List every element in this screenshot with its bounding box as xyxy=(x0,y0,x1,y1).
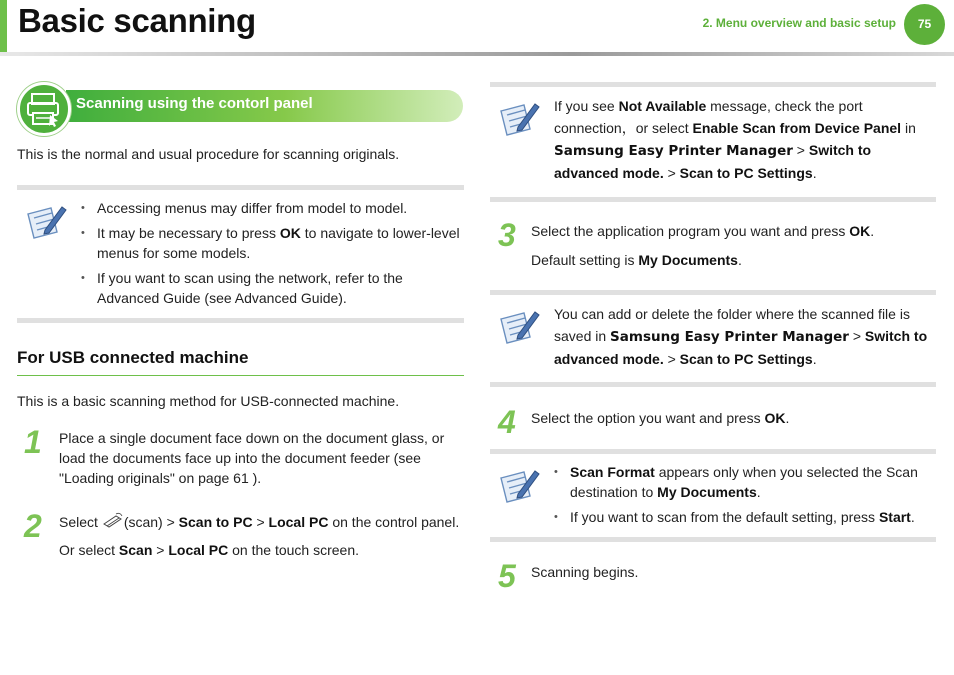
step-2-number: 2 xyxy=(24,508,42,544)
header-accent-bar xyxy=(0,0,7,52)
step-4-number: 4 xyxy=(498,404,516,440)
note-4-list xyxy=(554,462,934,532)
note-box-1 xyxy=(17,185,464,323)
scanner-icon xyxy=(17,82,71,136)
header-divider xyxy=(0,52,954,56)
step-3-number: 3 xyxy=(498,217,516,253)
note-3-text: You can add or delete the folder where the scanned file is saved in Samsung Easy Printer Manager > Switch to advanced mode. > Scan to PC Settings. xyxy=(554,306,928,367)
page-number-badge: 75 xyxy=(904,4,945,45)
list-item: • It may be necessary to press OK to navigate to lower-level menus for some models. xyxy=(81,223,461,263)
list-item: • If you want to scan using the network, refer to the Advanced Guide (see Advanced Guide). xyxy=(81,268,461,308)
note-box-3 xyxy=(490,290,936,387)
page-title: Basic scanning xyxy=(18,2,256,39)
step-3-line-1: Select the application program you want and press OK. xyxy=(531,223,875,239)
step-2-line-1: Select (scan) > Scan to PC > Local PC on the control panel. xyxy=(59,514,460,530)
step-2-line-2: Or select Scan > Local PC on the touch screen. xyxy=(59,542,360,558)
list-item: • If you want to scan from the default setting, press Start. xyxy=(554,507,934,527)
section-title: Scanning using the contorl panel xyxy=(76,95,313,112)
step-4-text: Select the option you want and press OK. xyxy=(531,410,790,426)
note-pencil-icon xyxy=(25,202,69,242)
usb-heading-rule xyxy=(17,375,464,376)
usb-heading: For USB connected machine xyxy=(17,348,249,367)
list-item: • Accessing menus may differ from model to model. xyxy=(81,198,461,218)
scan-icon xyxy=(102,512,124,530)
note-1-list xyxy=(81,198,461,313)
note-box-2 xyxy=(490,82,936,202)
note-pencil-icon xyxy=(498,466,542,506)
step-1-number: 1 xyxy=(24,424,42,460)
usb-intro: This is a basic scanning method for USB-connected machine. xyxy=(17,393,400,409)
section-intro: This is the normal and usual procedure for scanning originals. xyxy=(17,146,400,162)
note-2-text: If you see Not Available message, check the port connection，or select Enable Scan from Device Panel in Samsung Easy Printer Manager > Switch to advanced mode. > Scan to PC Settings. xyxy=(554,98,916,181)
list-item: • Scan Format appears only when you selected the Scan destination to My Documents. xyxy=(554,462,934,502)
step-3-line-2: Default setting is My Documents. xyxy=(531,252,742,268)
note-pencil-icon xyxy=(498,99,542,139)
step-5-text: Scanning begins. xyxy=(531,564,639,580)
note-pencil-icon xyxy=(498,307,542,347)
step-5-number: 5 xyxy=(498,558,516,594)
chapter-title[interactable]: 2. Menu overview and basic setup xyxy=(702,16,896,30)
note-box-4 xyxy=(490,449,936,542)
step-1-text: Place a single document face down on the document glass, or load the documents face up into the document feeder (see "Loading originals" on page 61 ). xyxy=(59,430,445,486)
